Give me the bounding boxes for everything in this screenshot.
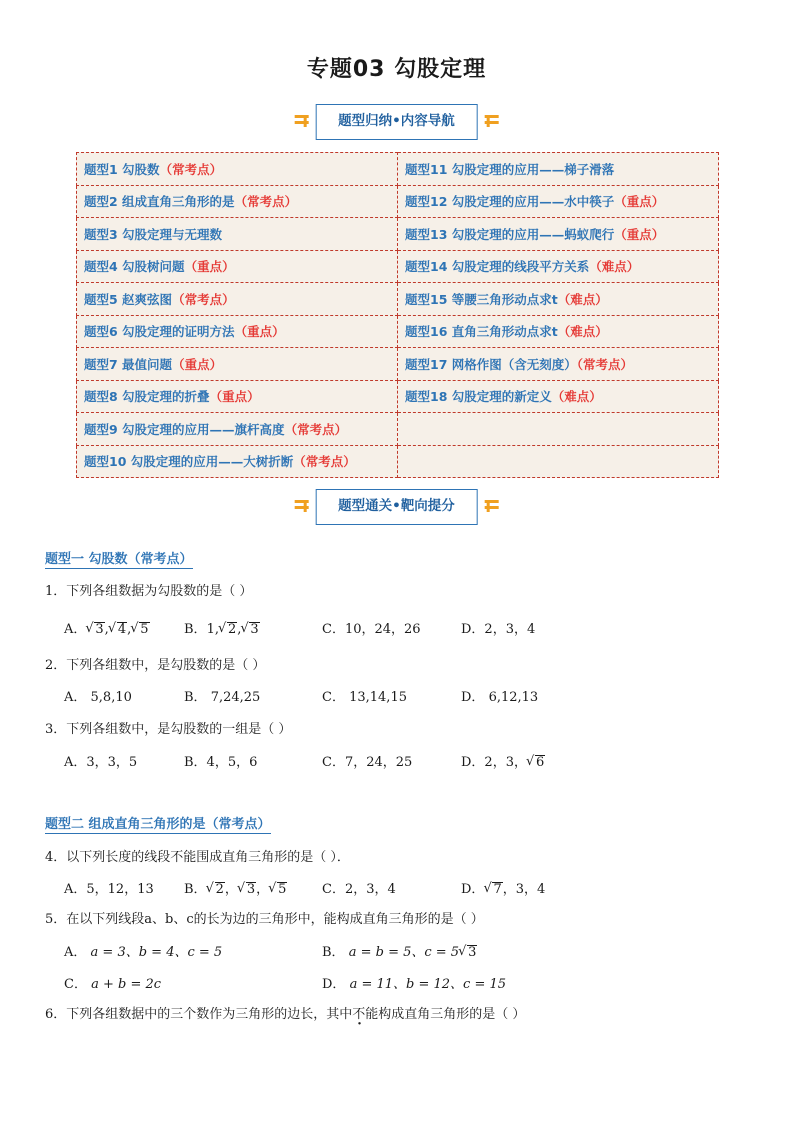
nav-topic-label: 题型11 勾股定理的应用——梯子滑落 xyxy=(405,161,615,177)
nav-topic-tag: （重点） xyxy=(184,259,235,275)
nav-row xyxy=(77,218,719,251)
banner-label: 题型归纳•内容导航 xyxy=(338,113,455,129)
nav-topic-label: 题型6 勾股定理的证明方法 xyxy=(84,324,235,340)
nav-topic-right[interactable] xyxy=(398,250,719,283)
decoration-icon xyxy=(294,115,308,127)
nav-row xyxy=(77,445,719,478)
nav-topic-label: 题型12 勾股定理的应用——水中筷子 xyxy=(405,194,615,210)
nav-topic-right[interactable] xyxy=(398,315,719,348)
nav-topic-label: 题型17 网格作图（含无刻度） xyxy=(405,356,577,372)
option-b: B．1,√ 2,√ 3 xyxy=(184,618,260,637)
option-a: A． a = 3、b = 4、c = 5 xyxy=(64,945,223,960)
option-d: D．2，3，√ 6 xyxy=(461,751,545,770)
nav-topic-left[interactable] xyxy=(77,250,398,283)
nav-topic-left[interactable] xyxy=(77,153,398,186)
nav-topic-tag: （常考点） xyxy=(284,421,348,437)
nav-topic-label: 题型1 勾股数 xyxy=(84,161,160,177)
nav-topic-label: 题型7 最值问题 xyxy=(84,356,173,372)
nav-topic-left[interactable] xyxy=(77,413,398,446)
option-b: B． a = b = 5、c = 5√ 3 xyxy=(322,941,477,960)
option-d: D．√ 7，3，4 xyxy=(461,878,545,897)
banner-content-nav xyxy=(315,104,478,140)
nav-topic-left[interactable] xyxy=(77,445,398,478)
nav-topic-left[interactable] xyxy=(77,380,398,413)
option-d: D．2，3，4 xyxy=(461,622,536,637)
nav-topic-tag: （重点） xyxy=(614,194,665,210)
banner-practice xyxy=(315,489,478,525)
nav-topic-right xyxy=(398,445,719,478)
nav-topic-tag: （重点） xyxy=(209,389,260,405)
nav-topic-label: 题型4 勾股树问题 xyxy=(84,259,185,275)
nav-topic-tag: （常考点） xyxy=(293,454,356,470)
nav-topic-tag: （常考点） xyxy=(576,356,634,372)
option-b: B． 7,24,25 xyxy=(184,690,261,705)
decoration-icon xyxy=(485,500,499,512)
nav-topic-tag: （难点） xyxy=(589,259,640,275)
nav-topic-tag: （常考点） xyxy=(234,194,298,210)
question-4: 4．以下列长度的线段不能围成直角三角形的是（ ）． xyxy=(45,850,350,865)
nav-topic-label: 题型3 勾股定理与无理数 xyxy=(84,226,223,242)
topic-nav-table xyxy=(76,152,719,478)
nav-topic-right[interactable] xyxy=(398,218,719,251)
nav-topic-label: 题型16 直角三角形动点求t xyxy=(405,324,558,340)
nav-topic-right[interactable] xyxy=(398,283,719,316)
nav-topic-label: 题型2 组成直角三角形的是 xyxy=(84,194,235,210)
nav-topic-right[interactable] xyxy=(398,380,719,413)
nav-topic-tag: （重点） xyxy=(234,324,285,340)
nav-topic-left[interactable] xyxy=(77,315,398,348)
option-c: C．7，24，25 xyxy=(322,755,413,770)
question-1: 1．下列各组数据为勾股数的是（ ） xyxy=(45,584,253,599)
nav-row xyxy=(77,315,719,348)
question-2: 2．下列各组数中，是勾股数的是（ ） xyxy=(45,658,266,673)
nav-row xyxy=(77,153,719,186)
nav-topic-tag: （重点） xyxy=(172,356,223,372)
option-a: A．√ 3,√ 4,√ 5 xyxy=(64,618,150,637)
nav-row xyxy=(77,380,719,413)
option-b: B．√ 2，√ 3，√ 5 xyxy=(184,878,287,897)
nav-topic-label: 题型15 等腰三角形动点求t xyxy=(405,291,558,307)
decoration-icon xyxy=(294,500,308,512)
option-d: D． 6,12,13 xyxy=(461,690,539,705)
nav-topic-label: 题型9 勾股定理的应用——旗杆高度 xyxy=(84,421,285,437)
nav-topic-tag: （常考点） xyxy=(159,161,223,177)
option-a: A．3，3，5 xyxy=(64,755,138,770)
option-c: C． a + b = 2c xyxy=(64,977,162,992)
decoration-icon xyxy=(485,115,499,127)
option-a: A． 5,8,10 xyxy=(64,690,132,705)
option-d: D． a = 11、b = 12、c = 15 xyxy=(322,977,507,992)
question-3: 3．下列各组数中，是勾股数的一组是（ ） xyxy=(45,722,292,737)
section-heading-1[interactable]: 题型一 勾股数（常考点） xyxy=(45,548,193,569)
nav-topic-left[interactable] xyxy=(77,283,398,316)
section-heading-2[interactable]: 题型二 组成直角三角形的是（常考点） xyxy=(45,813,271,834)
nav-row xyxy=(77,250,719,283)
nav-topic-tag: （重点） xyxy=(614,226,665,242)
option-c: C． 13,14,15 xyxy=(322,690,407,705)
nav-topic-label: 题型5 赵爽弦图 xyxy=(84,291,173,307)
option-c: C．2，3，4 xyxy=(322,882,396,897)
nav-row xyxy=(77,185,719,218)
nav-topic-label: 题型14 勾股定理的线段平方关系 xyxy=(405,259,590,275)
banner-label: 题型通关•靶向提分 xyxy=(338,498,455,514)
nav-topic-label: 题型13 勾股定理的应用——蚂蚁爬行 xyxy=(405,226,615,242)
nav-topic-tag: （常考点） xyxy=(172,291,235,307)
nav-row xyxy=(77,283,719,316)
page-title: 专题03 勾股定理 xyxy=(306,57,487,82)
nav-topic-right[interactable] xyxy=(398,348,719,381)
nav-topic-tag: （难点） xyxy=(551,389,602,405)
nav-row xyxy=(77,348,719,381)
question-5: 5．在以下列线段a、b、c的长为边的三角形中，能构成直角三角形的是（ ） xyxy=(45,912,484,927)
nav-topic-label: 题型8 勾股定理的折叠 xyxy=(84,389,210,405)
question-6: 6．下列各组数据中的三个数作为三角形的边长，其中不能构成直角三角形的是（ ） xyxy=(45,1007,526,1022)
nav-topic-left[interactable] xyxy=(77,185,398,218)
nav-topic-tag: （难点） xyxy=(557,324,608,340)
nav-topic-right xyxy=(398,413,719,446)
option-a: A．5，12，13 xyxy=(64,882,154,897)
nav-topic-right[interactable] xyxy=(398,153,719,186)
option-b: B．4，5，6 xyxy=(184,755,258,770)
nav-topic-right[interactable] xyxy=(398,185,719,218)
nav-topic-label: 题型10 勾股定理的应用——大树折断 xyxy=(84,454,294,470)
option-c: C．10，24，26 xyxy=(322,622,421,637)
emphasis-text: 不能 xyxy=(352,1007,379,1022)
nav-topic-left[interactable] xyxy=(77,218,398,251)
nav-row xyxy=(77,413,719,446)
nav-topic-label: 题型18 勾股定理的新定义 xyxy=(405,389,552,405)
nav-topic-tag: （难点） xyxy=(557,291,608,307)
nav-topic-left[interactable] xyxy=(77,348,398,381)
